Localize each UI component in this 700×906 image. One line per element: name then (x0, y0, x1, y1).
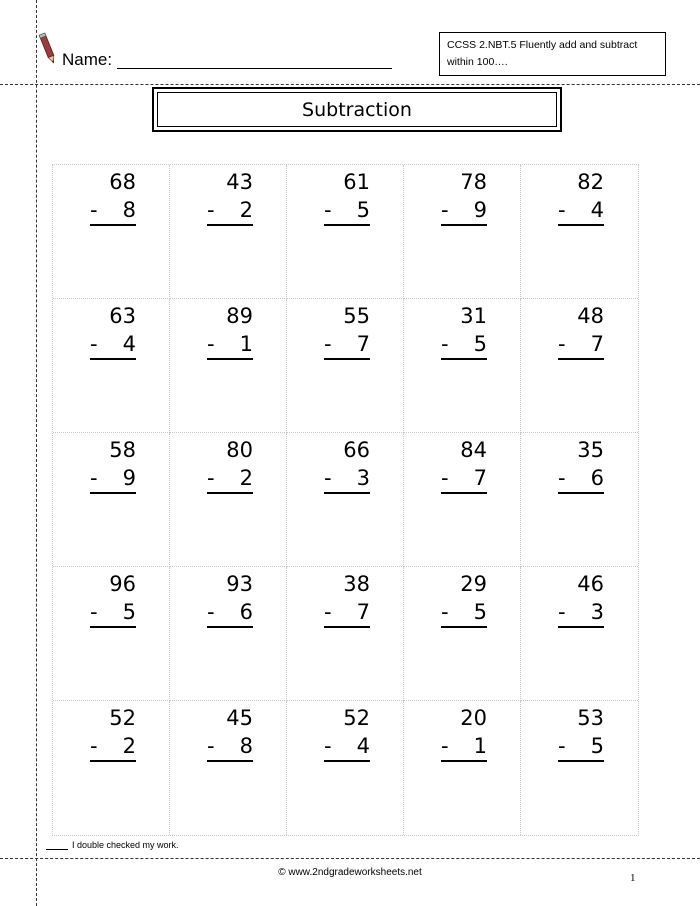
subtrahend: 3 (356, 466, 370, 490)
subtraction-problem (441, 302, 487, 360)
minus-sign: - (558, 332, 566, 356)
answer-line[interactable] (324, 733, 370, 762)
subtraction-problem (558, 302, 604, 360)
answer-line[interactable] (90, 733, 136, 762)
subtrahend: 6 (590, 466, 604, 490)
answer-line[interactable] (324, 331, 370, 360)
minus-sign: - (207, 734, 215, 758)
subtraction-problem (324, 168, 370, 226)
subtraction-problem (324, 570, 370, 628)
answer-line[interactable] (558, 197, 604, 226)
subtraction-problem (324, 704, 370, 762)
problem-cell (170, 299, 287, 433)
minuend: 46 (577, 572, 604, 596)
problem-cell (404, 701, 521, 835)
answer-line[interactable] (324, 197, 370, 226)
answer-line[interactable] (90, 599, 136, 628)
problem-cell (170, 701, 287, 835)
subtrahend: 2 (239, 466, 253, 490)
problem-cell (287, 165, 404, 299)
subtrahend: 7 (473, 466, 487, 490)
minuend: 48 (577, 304, 604, 328)
minuend: 66 (343, 438, 370, 462)
subtrahend: 5 (473, 600, 487, 624)
problem-grid (52, 164, 639, 836)
subtraction-problem (441, 704, 487, 762)
subtrahend: 5 (590, 734, 604, 758)
problem-cell (53, 433, 170, 567)
subtraction-problem (324, 436, 370, 494)
check-text: I double checked my work. (72, 840, 179, 850)
minus-sign: - (441, 466, 449, 490)
subtraction-problem (558, 704, 604, 762)
subtrahend: 5 (356, 198, 370, 222)
answer-line[interactable] (441, 733, 487, 762)
subtrahend: 4 (356, 734, 370, 758)
subtrahend: 9 (473, 198, 487, 222)
subtraction-problem (90, 436, 136, 494)
minus-sign: - (324, 466, 332, 490)
answer-line[interactable] (558, 465, 604, 494)
answer-line[interactable] (90, 331, 136, 360)
answer-line[interactable] (441, 465, 487, 494)
problem-cell (287, 433, 404, 567)
subtraction-problem (324, 302, 370, 360)
answer-line[interactable] (207, 733, 253, 762)
subtraction-problem (90, 570, 136, 628)
subtrahend: 2 (122, 734, 136, 758)
subtrahend: 7 (356, 600, 370, 624)
answer-line[interactable] (207, 331, 253, 360)
subtraction-problem (207, 570, 253, 628)
self-check (46, 840, 179, 850)
pencil-icon (38, 30, 58, 68)
problem-cell (404, 165, 521, 299)
answer-line[interactable] (207, 465, 253, 494)
answer-line[interactable] (90, 197, 136, 226)
minuend: 31 (460, 304, 487, 328)
subtraction-problem (90, 302, 136, 360)
minuend: 96 (109, 572, 136, 596)
problem-cell (170, 433, 287, 567)
answer-line[interactable] (324, 599, 370, 628)
subtrahend: 8 (122, 198, 136, 222)
minus-sign: - (90, 198, 98, 222)
answer-line[interactable] (558, 331, 604, 360)
minus-sign: - (324, 332, 332, 356)
page-number: 1 (630, 872, 636, 884)
minus-sign: - (90, 466, 98, 490)
answer-line[interactable] (207, 599, 253, 628)
subtrahend: 7 (356, 332, 370, 356)
problem-cell (53, 165, 170, 299)
minus-sign: - (558, 600, 566, 624)
minuend: 61 (343, 170, 370, 194)
subtraction-problem (441, 436, 487, 494)
minus-sign: - (441, 332, 449, 356)
minuend: 68 (109, 170, 136, 194)
minuend: 55 (343, 304, 370, 328)
minus-sign: - (90, 332, 98, 356)
subtraction-problem (207, 436, 253, 494)
problem-cell (170, 165, 287, 299)
minus-sign: - (441, 600, 449, 624)
minus-sign: - (207, 466, 215, 490)
minuend: 35 (577, 438, 604, 462)
problem-cell (287, 299, 404, 433)
minus-sign: - (324, 734, 332, 758)
subtrahend: 1 (239, 332, 253, 356)
minus-sign: - (558, 466, 566, 490)
problem-cell (53, 299, 170, 433)
subtraction-problem (207, 704, 253, 762)
footer-copyright: © www.2ndgradeworksheets.net (278, 867, 422, 878)
minuend: 53 (577, 706, 604, 730)
subtraction-problem (207, 302, 253, 360)
subtrahend: 6 (239, 600, 253, 624)
problem-cell (53, 567, 170, 701)
subtrahend: 1 (473, 734, 487, 758)
answer-line[interactable] (558, 599, 604, 628)
minus-sign: - (324, 198, 332, 222)
answer-line[interactable] (324, 465, 370, 494)
subtraction-problem (90, 168, 136, 226)
subtrahend: 2 (239, 198, 253, 222)
subtrahend: 4 (122, 332, 136, 356)
subtraction-problem (441, 168, 487, 226)
problem-cell (170, 567, 287, 701)
title-box (152, 87, 562, 132)
minuend: 38 (343, 572, 370, 596)
subtrahend: 8 (239, 734, 253, 758)
subtrahend: 7 (590, 332, 604, 356)
problem-cell (287, 701, 404, 835)
answer-line[interactable] (441, 599, 487, 628)
minuend: 43 (226, 170, 253, 194)
problem-cell (521, 701, 638, 835)
minuend: 63 (109, 304, 136, 328)
answer-line[interactable] (207, 197, 253, 226)
subtraction-problem (207, 168, 253, 226)
minuend: 80 (226, 438, 253, 462)
problem-cell (404, 433, 521, 567)
minuend: 52 (343, 706, 370, 730)
minuend: 29 (460, 572, 487, 596)
subtrahend: 4 (590, 198, 604, 222)
name-input-line[interactable] (117, 68, 392, 69)
minuend: 89 (226, 304, 253, 328)
answer-line[interactable] (441, 331, 487, 360)
minus-sign: - (441, 734, 449, 758)
problem-cell (404, 299, 521, 433)
minus-sign: - (207, 600, 215, 624)
problem-cell (521, 433, 638, 567)
problem-cell (404, 567, 521, 701)
problem-cell (521, 567, 638, 701)
minuend: 84 (460, 438, 487, 462)
answer-line[interactable] (558, 733, 604, 762)
subtrahend: 5 (122, 600, 136, 624)
answer-line[interactable] (90, 465, 136, 494)
minus-sign: - (90, 734, 98, 758)
subtraction-problem (558, 168, 604, 226)
subtrahend: 9 (122, 466, 136, 490)
problem-cell (521, 165, 638, 299)
cut-line-top (0, 84, 700, 85)
check-blank[interactable] (46, 840, 68, 850)
subtrahend: 5 (473, 332, 487, 356)
subtraction-problem (441, 570, 487, 628)
subtraction-problem (558, 570, 604, 628)
minus-sign: - (90, 600, 98, 624)
minuend: 93 (226, 572, 253, 596)
minus-sign: - (207, 198, 215, 222)
cut-line-bottom (0, 858, 700, 859)
minus-sign: - (207, 332, 215, 356)
minuend: 58 (109, 438, 136, 462)
subtraction-problem (90, 704, 136, 762)
standard-box: CCSS 2.NBT.5 Fluently add and subtract within 100…. (439, 32, 666, 76)
minus-sign: - (324, 600, 332, 624)
minus-sign: - (558, 734, 566, 758)
subtraction-problem (558, 436, 604, 494)
minuend: 20 (460, 706, 487, 730)
minuend: 45 (226, 706, 253, 730)
minuend: 52 (109, 706, 136, 730)
minus-sign: - (558, 198, 566, 222)
subtrahend: 3 (590, 600, 604, 624)
page-title: Subtraction (157, 92, 557, 127)
problem-cell (521, 299, 638, 433)
minuend: 78 (460, 170, 487, 194)
minus-sign: - (441, 198, 449, 222)
minuend: 82 (577, 170, 604, 194)
answer-line[interactable] (441, 197, 487, 226)
problem-cell (53, 701, 170, 835)
problem-cell (287, 567, 404, 701)
name-label: Name: (62, 50, 113, 69)
cut-line-vertical (36, 0, 37, 906)
